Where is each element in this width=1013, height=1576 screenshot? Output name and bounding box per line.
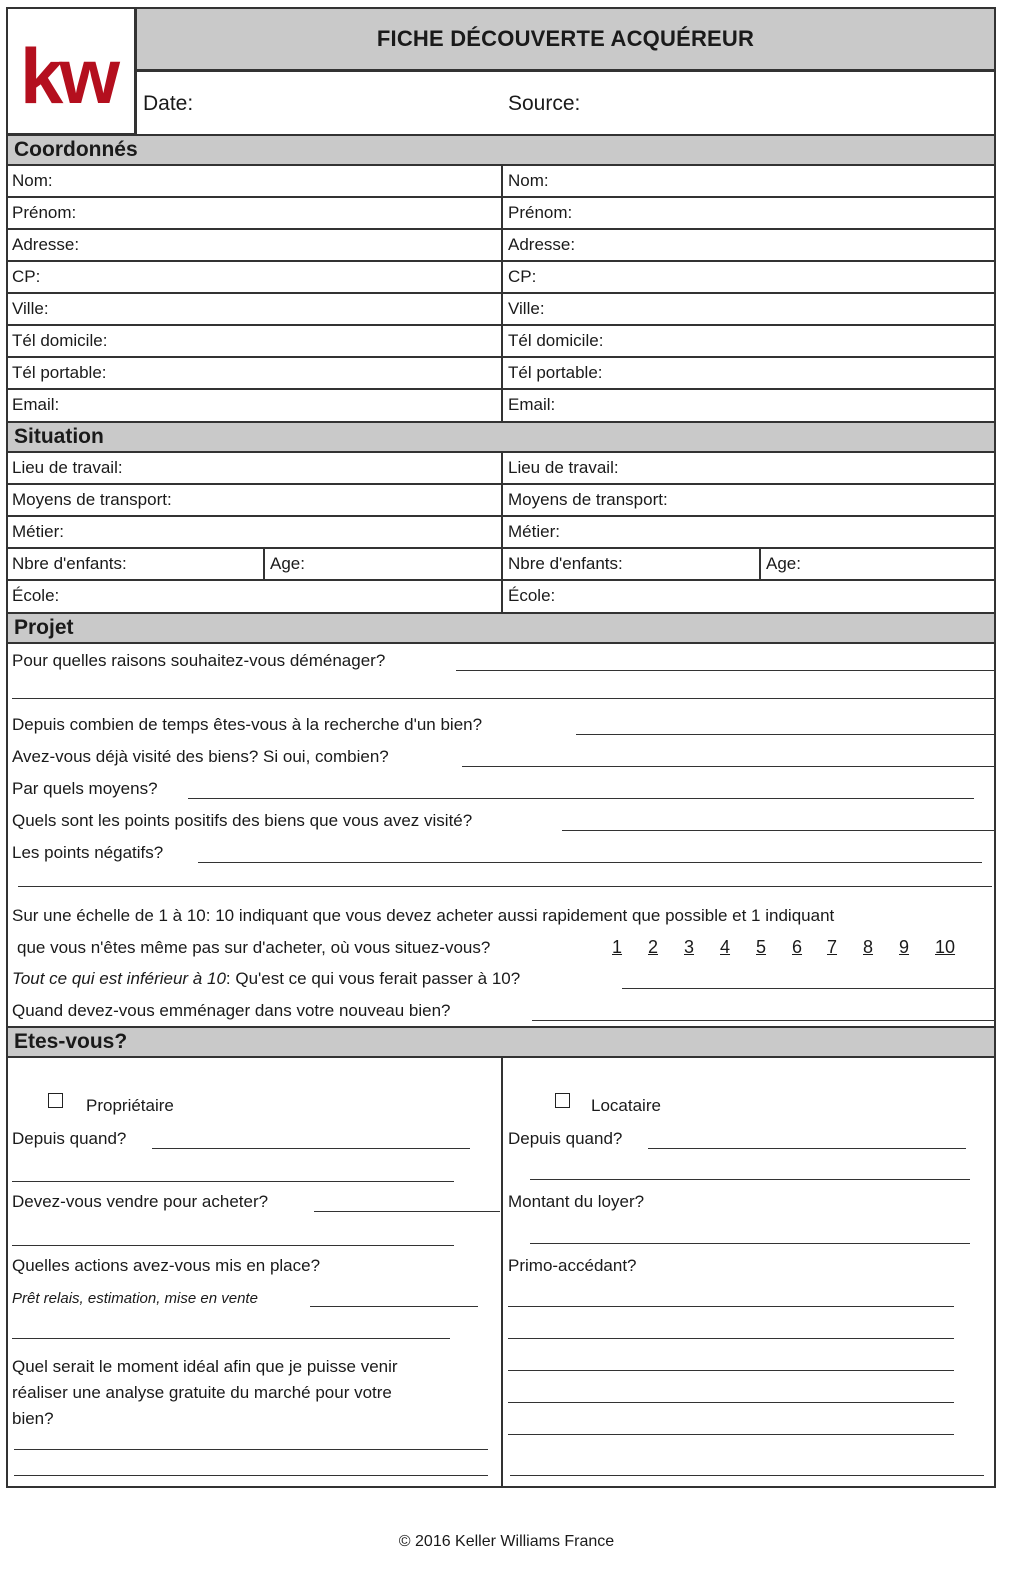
answer-line[interactable] xyxy=(576,734,996,735)
scale-option[interactable]: 3 xyxy=(684,937,695,957)
transport-label-1: Moyens de transport: xyxy=(12,490,172,509)
scale-option[interactable]: 8 xyxy=(863,937,874,957)
kw-logo xyxy=(16,17,130,131)
answer-line[interactable] xyxy=(310,1306,478,1307)
tel-portable-label-1: Tél portable: xyxy=(12,363,107,382)
proprietaire-label: Propriétaire xyxy=(86,1096,174,1115)
scale-option[interactable]: 4 xyxy=(720,937,731,957)
form-title: FICHE DÉCOUVERTE ACQUÉREUR xyxy=(135,7,996,71)
answer-line[interactable] xyxy=(462,766,996,767)
locataire-label: Locataire xyxy=(591,1096,661,1115)
answer-line[interactable] xyxy=(510,1475,984,1476)
tel-portable-label-2: Tél portable: xyxy=(508,363,603,382)
projet-q1: Pour quelles raisons souhaitez-vous déménager? xyxy=(12,651,386,670)
ville-label-2: Ville: xyxy=(508,299,545,318)
answer-line[interactable] xyxy=(18,886,992,887)
answer-line[interactable] xyxy=(12,698,996,699)
scale-option[interactable]: 10 xyxy=(935,937,956,957)
age-label-1: Age: xyxy=(270,554,305,573)
primo-question: Primo-accédant? xyxy=(508,1256,637,1275)
adresse-label-1: Adresse: xyxy=(12,235,80,254)
answer-line[interactable] xyxy=(14,1449,488,1450)
enfants-label-2: Nbre d'enfants: xyxy=(508,554,623,573)
cp-label-2: CP: xyxy=(508,267,537,286)
locataire-checkbox[interactable] xyxy=(555,1093,570,1108)
locataire-depuis-quand: Depuis quand? xyxy=(508,1129,623,1148)
section-coordonnees: Coordonnés xyxy=(6,134,996,166)
prenom-label-2: Prénom: xyxy=(508,203,573,222)
column-divider-situation xyxy=(501,453,503,613)
email-label-2: Email: xyxy=(508,395,556,414)
column-divider-etes-vous xyxy=(501,1058,503,1488)
metier-label-1: Métier: xyxy=(12,522,64,541)
scale-option[interactable]: 7 xyxy=(827,937,838,957)
ecole-label-2: École: xyxy=(508,586,556,605)
section-projet: Projet xyxy=(6,612,996,644)
answer-line[interactable] xyxy=(530,1243,970,1244)
age-label-2: Age: xyxy=(766,554,801,573)
ecole-label-1: École: xyxy=(12,586,60,605)
answer-line[interactable] xyxy=(12,1338,450,1339)
svg-text:kw: kw xyxy=(20,32,117,120)
answer-line[interactable] xyxy=(530,1179,970,1180)
moment-question-line1: Quel serait le moment idéal afin que je puisse venir xyxy=(12,1357,398,1376)
scale-option[interactable]: 5 xyxy=(756,937,767,957)
answer-line[interactable] xyxy=(188,798,974,799)
cp-label-1: CP: xyxy=(12,267,41,286)
nom-label-2: Nom: xyxy=(508,171,549,190)
adresse-label-2: Adresse: xyxy=(508,235,576,254)
projet-q8-rest: : Qu'est ce qui vous ferait passer à 10? xyxy=(225,969,521,988)
header-info-row xyxy=(135,70,996,136)
nom-label-1: Nom: xyxy=(12,171,53,190)
projet-q8 xyxy=(12,969,520,989)
projet-q3: Avez-vous déjà visité des biens? Si oui, combien? xyxy=(12,747,389,766)
moment-question-line2: réaliser une analyse gratuite du marché pour votre xyxy=(12,1383,392,1402)
actions-hint: Prêt relais, estimation, mise en vente xyxy=(12,1290,258,1307)
answer-line[interactable] xyxy=(648,1148,966,1149)
age-divider-2 xyxy=(759,549,761,581)
projet-q7-line1: Sur une échelle de 1 à 10: 10 indiquant que vous devez acheter aussi rapidement que possible et 1 indiquant xyxy=(12,906,835,925)
scale-option[interactable]: 1 xyxy=(612,937,623,957)
projet-q4: Par quels moyens? xyxy=(12,779,158,798)
projet-q5: Quels sont les points positifs des biens que vous avez visité? xyxy=(12,811,473,830)
answer-line[interactable] xyxy=(508,1434,954,1435)
projet-q2: Depuis combien de temps êtes-vous à la recherche d'un bien? xyxy=(12,715,483,734)
projet-q9: Quand devez-vous emménager dans votre nouveau bien? xyxy=(12,1001,451,1020)
answer-line[interactable] xyxy=(622,988,996,989)
scale-option[interactable]: 6 xyxy=(792,937,803,957)
tel-domicile-label-2: Tél domicile: xyxy=(508,331,604,350)
projet-q8-italic: Tout ce qui est inférieur à 10 xyxy=(12,969,226,988)
age-divider-1 xyxy=(263,549,265,581)
column-divider xyxy=(501,166,503,422)
answer-line[interactable] xyxy=(562,830,996,831)
answer-line[interactable] xyxy=(532,1020,996,1021)
scale-option[interactable]: 2 xyxy=(648,937,659,957)
section-etes-vous: Etes-vous? xyxy=(6,1026,996,1058)
email-label-1: Email: xyxy=(12,395,60,414)
transport-label-2: Moyens de transport: xyxy=(508,490,668,509)
proprietaire-depuis-quand: Depuis quand? xyxy=(12,1129,127,1148)
answer-line[interactable] xyxy=(12,1181,454,1182)
projet-q6: Les points négatifs? xyxy=(12,843,164,862)
answer-line[interactable] xyxy=(314,1211,500,1212)
lieu-travail-label-2: Lieu de travail: xyxy=(508,458,619,477)
answer-line[interactable] xyxy=(508,1370,954,1371)
tel-domicile-label-1: Tél domicile: xyxy=(12,331,108,350)
answer-line[interactable] xyxy=(508,1306,954,1307)
enfants-label-1: Nbre d'enfants: xyxy=(12,554,127,573)
copyright-footer: © 2016 Keller Williams France xyxy=(398,1533,615,1550)
answer-line[interactable] xyxy=(508,1338,954,1339)
source-label: Source: xyxy=(508,92,581,115)
actions-question: Quelles actions avez-vous mis en place? xyxy=(12,1256,321,1275)
logo-cell xyxy=(6,7,136,135)
loyer-question: Montant du loyer? xyxy=(508,1192,645,1211)
date-label: Date: xyxy=(143,92,194,115)
prenom-label-1: Prénom: xyxy=(12,203,77,222)
moment-question-line3: bien? xyxy=(12,1409,54,1428)
projet-q7-line2: que vous n'êtes même pas sur d'acheter, où vous situez-vous? xyxy=(17,938,491,957)
answer-line[interactable] xyxy=(12,1245,454,1246)
ville-label-1: Ville: xyxy=(12,299,49,318)
answer-line[interactable] xyxy=(198,862,982,863)
vendre-question: Devez-vous vendre pour acheter? xyxy=(12,1192,269,1211)
answer-line[interactable] xyxy=(152,1148,470,1149)
answer-line[interactable] xyxy=(456,670,996,671)
proprietaire-checkbox[interactable] xyxy=(48,1093,63,1108)
scale-option[interactable]: 9 xyxy=(899,937,910,957)
section-situation: Situation xyxy=(6,421,996,453)
metier-label-2: Métier: xyxy=(508,522,560,541)
answer-line[interactable] xyxy=(508,1402,954,1403)
lieu-travail-label-1: Lieu de travail: xyxy=(12,458,123,477)
answer-line[interactable] xyxy=(14,1475,488,1476)
